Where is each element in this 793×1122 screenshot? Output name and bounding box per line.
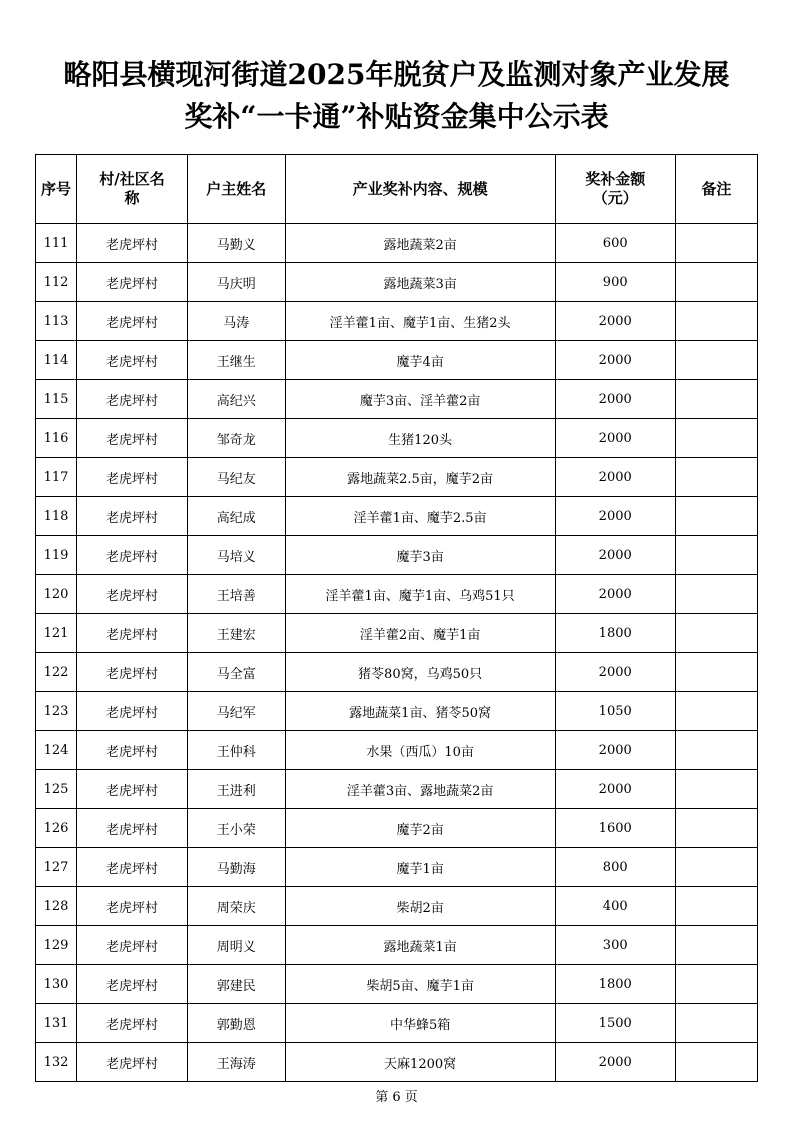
householder-name-cell: 马勤海 [187, 848, 285, 887]
village-name-cell: 老虎坪村 [77, 809, 188, 848]
remarks-cell [675, 224, 757, 263]
serial-number-cell: 120 [36, 575, 77, 614]
subsidy-content-cell: 魔芋1亩 [285, 848, 555, 887]
subsidy-content-cell: 魔芋3亩 [285, 536, 555, 575]
remarks-cell [675, 926, 757, 965]
householder-name-cell: 马勤义 [187, 224, 285, 263]
table-row [36, 887, 758, 926]
table-row [36, 1004, 758, 1043]
village-name-cell: 老虎坪村 [77, 965, 188, 1004]
subsidy-content-cell: 魔芋4亩 [285, 341, 555, 380]
subsidy-amount-cell: 2000 [555, 731, 675, 770]
page-number: 第 6 页 [375, 1090, 418, 1105]
subsidy-amount-cell: 1050 [555, 692, 675, 731]
subsidy-amount-cell: 2000 [555, 770, 675, 809]
subsidy-amount-cell: 2000 [555, 380, 675, 419]
subsidy-amount-cell: 2000 [555, 341, 675, 380]
subsidy-content-cell: 露地蔬菜1亩、猪苓50窝 [285, 692, 555, 731]
subsidy-content-cell: 淫羊藿1亩、魔芋1亩、生猪2头 [285, 302, 555, 341]
householder-name-cell: 邹奇龙 [187, 419, 285, 458]
header-subsidy-amount: 奖补金额（元） [555, 155, 675, 224]
subsidy-amount-cell: 900 [555, 263, 675, 302]
remarks-cell [675, 887, 757, 926]
serial-number-cell: 125 [36, 770, 77, 809]
householder-name-cell: 郭建民 [187, 965, 285, 1004]
table-row [36, 575, 758, 614]
table-row [36, 848, 758, 887]
subsidy-amount-cell: 2000 [555, 653, 675, 692]
village-name-cell: 老虎坪村 [77, 419, 188, 458]
table-row [36, 302, 758, 341]
subsidy-content-cell: 露地蔬菜3亩 [285, 263, 555, 302]
householder-name-cell: 周荣庆 [187, 887, 285, 926]
header-remarks: 备注 [675, 155, 757, 224]
serial-number-cell: 121 [36, 614, 77, 653]
subsidy-content-cell: 淫羊藿3亩、露地蔬菜2亩 [285, 770, 555, 809]
document-title-line-1: 略阳县横现河街道2025年脱贫户及监测对象产业发展 [63, 58, 730, 91]
subsidy-amount-cell: 800 [555, 848, 675, 887]
table-row [36, 341, 758, 380]
householder-name-cell: 郭勤恩 [187, 1004, 285, 1043]
remarks-cell [675, 302, 757, 341]
table-row [36, 380, 758, 419]
table-row [36, 731, 758, 770]
serial-number-cell: 114 [36, 341, 77, 380]
subsidy-amount-cell: 1800 [555, 965, 675, 1004]
remarks-cell [675, 341, 757, 380]
serial-number-cell: 113 [36, 302, 77, 341]
householder-name-cell: 王进利 [187, 770, 285, 809]
householder-name-cell: 王建宏 [187, 614, 285, 653]
remarks-cell [675, 419, 757, 458]
serial-number-cell: 117 [36, 458, 77, 497]
remarks-cell [675, 848, 757, 887]
subsidy-amount-cell: 2000 [555, 458, 675, 497]
remarks-cell [675, 263, 757, 302]
remarks-cell [675, 1043, 757, 1082]
serial-number-cell: 123 [36, 692, 77, 731]
serial-number-cell: 124 [36, 731, 77, 770]
table-row [36, 458, 758, 497]
village-name-cell: 老虎坪村 [77, 1043, 188, 1082]
village-name-cell: 老虎坪村 [77, 770, 188, 809]
subsidy-amount-cell: 300 [555, 926, 675, 965]
village-name-cell: 老虎坪村 [77, 302, 188, 341]
village-name-cell: 老虎坪村 [77, 731, 188, 770]
subsidy-amount-cell: 600 [555, 224, 675, 263]
table-row [36, 1043, 758, 1082]
subsidy-content-cell: 淫羊藿1亩、魔芋2.5亩 [285, 497, 555, 536]
village-name-cell: 老虎坪村 [77, 653, 188, 692]
village-name-cell: 老虎坪村 [77, 458, 188, 497]
village-name-cell: 老虎坪村 [77, 926, 188, 965]
householder-name-cell: 王培善 [187, 575, 285, 614]
serial-number-cell: 131 [36, 1004, 77, 1043]
subsidy-amount-cell: 1800 [555, 614, 675, 653]
remarks-cell [675, 731, 757, 770]
table-row [36, 809, 758, 848]
table-row [36, 965, 758, 1004]
village-name-cell: 老虎坪村 [77, 575, 188, 614]
remarks-cell [675, 575, 757, 614]
subsidy-amount-cell: 2000 [555, 536, 675, 575]
village-name-cell: 老虎坪村 [77, 614, 188, 653]
householder-name-cell: 马全富 [187, 653, 285, 692]
remarks-cell [675, 458, 757, 497]
subsidy-content-cell: 柴胡2亩 [285, 887, 555, 926]
subsidy-content-cell: 水果（西瓜）10亩 [285, 731, 555, 770]
subsidy-table [35, 154, 758, 1082]
table-row [36, 614, 758, 653]
householder-name-cell: 马涛 [187, 302, 285, 341]
householder-name-cell: 周明义 [187, 926, 285, 965]
table-row [36, 536, 758, 575]
subsidy-content-cell: 淫羊藿2亩、魔芋1亩 [285, 614, 555, 653]
subsidy-content-cell: 生猪120头 [285, 419, 555, 458]
householder-name-cell: 王海涛 [187, 1043, 285, 1082]
serial-number-cell: 112 [36, 263, 77, 302]
document-title-line-2: 奖补“一卡通”补贴资金集中公示表 [184, 100, 609, 133]
serial-number-cell: 122 [36, 653, 77, 692]
table-row [36, 419, 758, 458]
header-householder-name: 户主姓名 [187, 155, 285, 224]
subsidy-amount-cell: 2000 [555, 419, 675, 458]
householder-name-cell: 马庆明 [187, 263, 285, 302]
village-name-cell: 老虎坪村 [77, 224, 188, 263]
subsidy-content-cell: 露地蔬菜1亩 [285, 926, 555, 965]
table-row [36, 926, 758, 965]
householder-name-cell: 王继生 [187, 341, 285, 380]
table-body [36, 224, 758, 1082]
serial-number-cell: 115 [36, 380, 77, 419]
village-name-cell: 老虎坪村 [77, 497, 188, 536]
table-row [36, 653, 758, 692]
remarks-cell [675, 536, 757, 575]
householder-name-cell: 高纪兴 [187, 380, 285, 419]
village-name-cell: 老虎坪村 [77, 692, 188, 731]
subsidy-amount-cell: 2000 [555, 497, 675, 536]
village-name-cell: 老虎坪村 [77, 536, 188, 575]
subsidy-content-cell: 柴胡5亩、魔芋1亩 [285, 965, 555, 1004]
table-row [36, 692, 758, 731]
householder-name-cell: 王小荣 [187, 809, 285, 848]
serial-number-cell: 116 [36, 419, 77, 458]
subsidy-amount-cell: 2000 [555, 302, 675, 341]
subsidy-content-cell: 魔芋2亩 [285, 809, 555, 848]
remarks-cell [675, 692, 757, 731]
table-row [36, 497, 758, 536]
serial-number-cell: 132 [36, 1043, 77, 1082]
serial-number-cell: 130 [36, 965, 77, 1004]
serial-number-cell: 128 [36, 887, 77, 926]
householder-name-cell: 王仲科 [187, 731, 285, 770]
header-village-name: 村/社区名称 [77, 155, 188, 224]
remarks-cell [675, 1004, 757, 1043]
remarks-cell [675, 653, 757, 692]
subsidy-amount-cell: 400 [555, 887, 675, 926]
village-name-cell: 老虎坪村 [77, 380, 188, 419]
remarks-cell [675, 770, 757, 809]
remarks-cell [675, 965, 757, 1004]
householder-name-cell: 马培义 [187, 536, 285, 575]
remarks-cell [675, 380, 757, 419]
householder-name-cell: 马纪友 [187, 458, 285, 497]
subsidy-amount-cell: 2000 [555, 1043, 675, 1082]
remarks-cell [675, 614, 757, 653]
subsidy-content-cell: 天麻1200窝 [285, 1043, 555, 1082]
serial-number-cell: 111 [36, 224, 77, 263]
village-name-cell: 老虎坪村 [77, 848, 188, 887]
serial-number-cell: 127 [36, 848, 77, 887]
subsidy-content-cell: 淫羊藿1亩、魔芋1亩、乌鸡51只 [285, 575, 555, 614]
header-serial-number: 序号 [36, 155, 77, 224]
table-row [36, 224, 758, 263]
remarks-cell [675, 809, 757, 848]
subsidy-content-cell: 露地蔬菜2亩 [285, 224, 555, 263]
table-header-row [36, 155, 758, 224]
serial-number-cell: 126 [36, 809, 77, 848]
serial-number-cell: 118 [36, 497, 77, 536]
village-name-cell: 老虎坪村 [77, 1004, 188, 1043]
subsidy-content-cell: 中华蜂5箱 [285, 1004, 555, 1043]
village-name-cell: 老虎坪村 [77, 341, 188, 380]
serial-number-cell: 129 [36, 926, 77, 965]
serial-number-cell: 119 [36, 536, 77, 575]
table-row [36, 770, 758, 809]
subsidy-content-cell: 猪苓80窝，乌鸡50只 [285, 653, 555, 692]
subsidy-content-cell: 露地蔬菜2.5亩，魔芋2亩 [285, 458, 555, 497]
householder-name-cell: 高纪成 [187, 497, 285, 536]
subsidy-amount-cell: 1500 [555, 1004, 675, 1043]
householder-name-cell: 马纪军 [187, 692, 285, 731]
village-name-cell: 老虎坪村 [77, 887, 188, 926]
subsidy-amount-cell: 2000 [555, 575, 675, 614]
subsidy-content-cell: 魔芋3亩、淫羊藿2亩 [285, 380, 555, 419]
subsidy-amount-cell: 1600 [555, 809, 675, 848]
remarks-cell [675, 497, 757, 536]
header-subsidy-content: 产业奖补内容、规模 [285, 155, 555, 224]
table-row [36, 263, 758, 302]
village-name-cell: 老虎坪村 [77, 263, 188, 302]
